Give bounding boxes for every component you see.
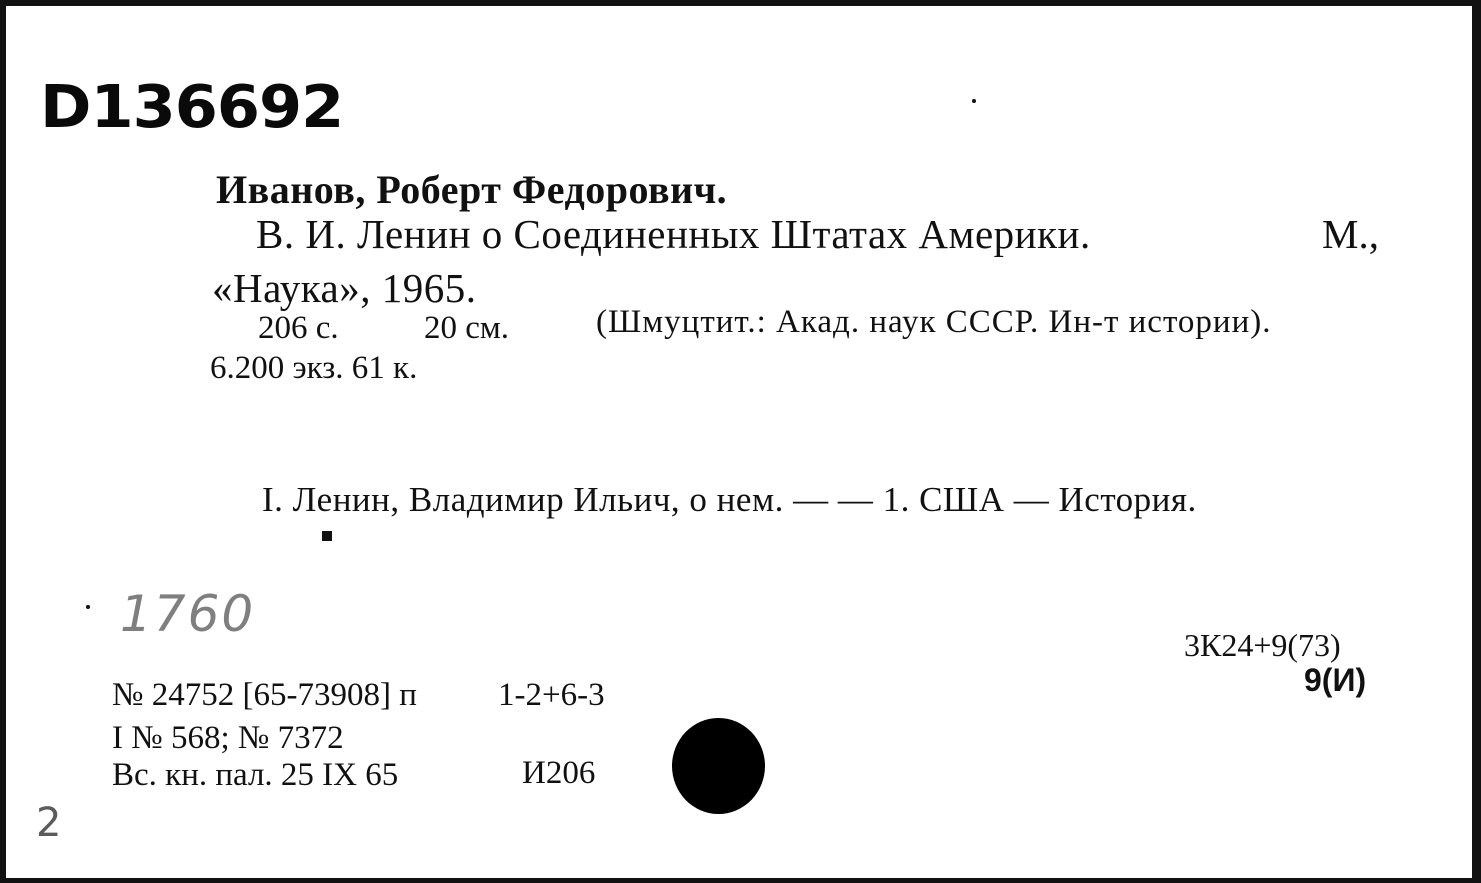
corner-mark: 2: [36, 800, 62, 846]
page-count: 206 с.: [258, 310, 339, 346]
registry-line-2: I № 568; № 7372: [112, 720, 344, 756]
call-number: D136692: [40, 72, 344, 142]
card-border-left: [0, 0, 6, 883]
pencil-note: 1760: [120, 585, 256, 643]
publisher-year: «Наука», 1965.: [212, 265, 477, 311]
ink-speck: [972, 99, 976, 103]
classification-code: 3К24+9(73): [1184, 627, 1341, 663]
card-border-bottom: [0, 878, 1481, 883]
book-chamber-line: Вс. кн. пал. 25 IX 65: [112, 757, 399, 793]
author-heading: Иванов, Роберт Федорович.: [216, 167, 728, 212]
ink-mark: [322, 531, 332, 541]
publication-place: М.,: [1322, 211, 1379, 257]
subject-headings: I. Ленин, Владимир Ильич, о нем. — — 1. США — История.: [262, 480, 1197, 519]
card-border-top: [0, 0, 1481, 6]
registry-number: № 24752 [65-73908] п: [112, 677, 417, 713]
book-title: В. И. Ленин о Соединенных Штатах Америки.: [256, 211, 1091, 257]
book-size: 20 см.: [424, 310, 510, 346]
ink-speck: [86, 605, 90, 609]
print-code: 1-2+6-3: [498, 677, 605, 713]
punch-hole: [672, 718, 765, 814]
card-border-right: [1472, 0, 1481, 883]
classification-code-secondary: 9(И): [1304, 662, 1367, 698]
series-note: (Шмуцтит.: Акад. наук СССР. Ин-т истории).: [596, 304, 1272, 340]
index-code: И206: [522, 755, 596, 791]
circulation-price: 6.200 экз. 61 к.: [210, 350, 418, 386]
